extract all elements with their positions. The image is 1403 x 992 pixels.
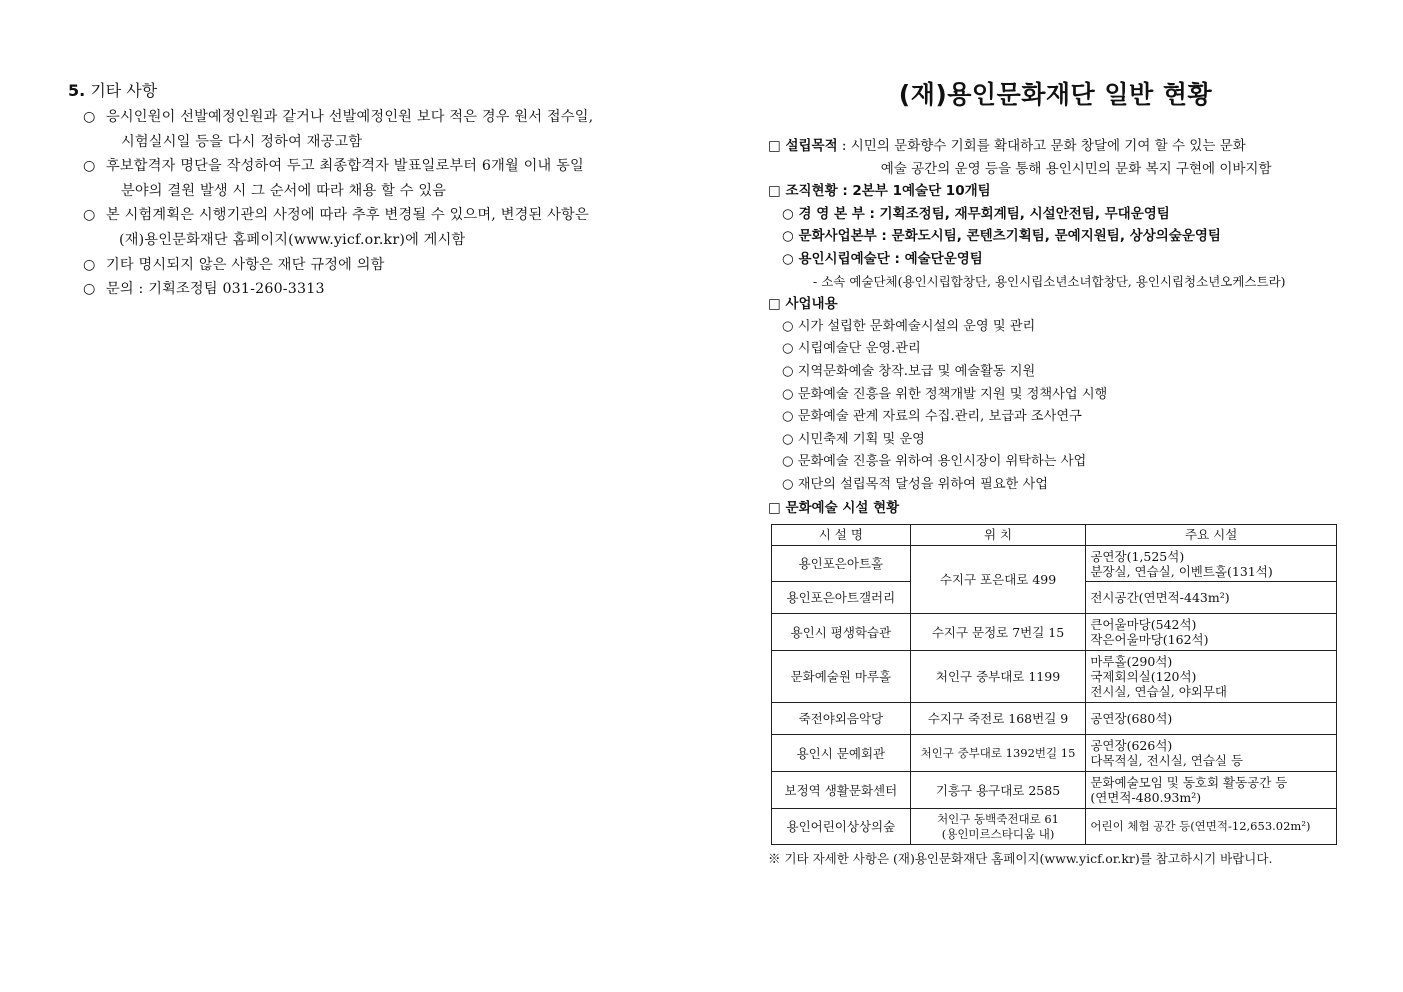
facility-main [1086,614,1337,651]
facility-heading: □ 문화예술 시설 현황 [768,499,900,516]
facility-location [910,809,1086,845]
circle-bullet-icon: ○ [83,207,96,224]
facility-name: 죽전야외음악당 [772,703,911,735]
biz-item: ○ 문화예술 진흥을 위한 정책개발 지원 및 정책사업 시행 [782,386,1108,402]
main-line: 큰어울마당(542석) [1090,617,1197,633]
facility-name: 보정역 생활문화센터 [772,772,911,809]
facility-main: 전시공간(연면적-443m²) [1086,582,1337,614]
biz-item: ○ 시가 설립한 문화예술시설의 운영 및 관리 [782,318,1036,334]
biz-heading: □ 사업내용 [768,296,838,313]
facility-location: 처인구 중부대로 1199 [910,651,1086,703]
org-line: ○ 경 영 본 부 : 기획조정팀, 재무회계팀, 시설안전팀, 무대운영팀 [782,205,1170,222]
location-line: 처인구 동백죽전대로 61 [937,811,1059,826]
facility-name: 용인포은아트홀 [772,546,911,582]
facility-main [1086,651,1337,703]
facility-name: 용인포은아트갤러리 [772,582,911,614]
table-header-row [772,525,1337,546]
purpose-line: 예술 공간의 운영 등을 통해 용인시민의 문화 복지 구현에 이바지함 [880,160,1272,177]
contact-line: 문의 : 기획조정팀 031-260-3313 [106,281,325,298]
section-number: 5. [68,81,86,100]
purpose-label: □ 설립목적 [768,138,838,154]
table-row [772,614,1337,651]
purpose-block [768,135,1343,180]
facility-main: 어린이 체험 공간 등(연면적-12,653.02m²) [1086,809,1337,845]
notice-item [68,105,648,154]
notice-item [68,253,648,278]
notice-line: 분야의 결원 발생 시 그 순서에 따라 채용 할 수 있음 [121,182,447,199]
notice-item [68,203,648,252]
table-row [772,546,1337,582]
facility-name: 용인시 평생학습관 [772,614,911,651]
facility-main [1086,546,1337,582]
facility-name: 용인시 문예회관 [772,735,911,772]
table-row [772,651,1337,703]
biz-item: ○ 시립예술단 운영.관리 [782,341,921,357]
table-row [772,735,1337,772]
facility-main [1086,735,1337,772]
page-title: (재)용인문화재단 일반 현황 [898,80,1213,109]
notice-item [68,277,648,302]
circle-bullet-icon: ○ [83,256,96,273]
main-line: 공연장(626석) [1090,738,1173,754]
notice-line: 기타 명시되지 않은 사항은 재단 규정에 의함 [106,256,385,273]
main-line: 분장실, 연습실, 이벤트홀(131석) [1090,563,1273,579]
section-heading [68,80,648,102]
main-line: 전시실, 연습실, 야외무대 [1090,684,1228,700]
section-title: 기타 사항 [90,81,158,100]
facility-name: 용인어린이상상의숲 [772,809,911,845]
biz-item: ○ 지역문화예술 창작.보급 및 예술활동 지원 [782,363,1036,379]
header-cell: 위 치 [910,525,1086,546]
main-line: 공연장(1,525석) [1090,548,1185,564]
header-cell: 시 설 명 [772,525,911,546]
org-sub-line: - 소속 예술단체(용인시립합창단, 용인시립소년소녀합창단, 용인시립청소년오케스트라) [813,273,1286,289]
main-line: 다목적실, 전시실, 연습실 등 [1090,753,1244,769]
biz-item: ○ 문화예술 관계 자료의 수집.관리, 보급과 조사연구 [782,409,1082,425]
facility-main [1086,772,1337,809]
biz-item: ○ 재단의 설립목적 달성을 위하여 필요한 사업 [782,476,1048,492]
org-heading: □ 조직현황 : 2본부 1예술단 10개팀 [768,183,991,200]
facility-main: 공연장(680석) [1086,703,1337,735]
purpose-line: 시민의 문화향수 기회를 확대하고 문화 창달에 기여 할 수 있는 문화 [850,138,1246,154]
facility-name: 문화예술원 마루홀 [772,651,911,703]
notice-line: 후보합격자 명단을 작성하여 두고 최종합격자 발표일로부터 6개월 이내 동일 [106,158,584,175]
main-line: 국제회의실(120석) [1090,669,1197,685]
main-line: 문화예술모임 및 동호회 활동공간 등 [1090,775,1288,791]
circle-bullet-icon: ○ [83,158,96,175]
org-line: ○ 문화사업본부 : 문화도시팀, 콘텐츠기획팀, 문예지원팀, 상상의숲운영팀 [782,228,1221,245]
notice-line: 본 시험계획은 시행기관의 사정에 따라 추후 변경될 수 있으며, 변경된 사항은 [106,207,589,224]
facility-table [771,524,1337,845]
footnote: ※ 기타 자세한 사항은 (재)용인문화재단 홈페이지(www.yicf.or.kr)를 참고하시기 바랍니다. [768,851,1273,867]
notice-line: (재)용인문화재단 홈페이지(www.yicf.or.kr)에 게시함 [119,231,466,248]
table-row [772,809,1337,845]
left-column [68,80,648,302]
facility-location: 기흥구 용구대로 2585 [910,772,1086,809]
facility-location: 처인구 중부대로 1392번길 15 [910,735,1086,772]
location-line: (용인미르스타디움 내) [941,826,1055,841]
right-column [768,75,1343,869]
facility-location: 수지구 문정로 7번길 15 [910,614,1086,651]
org-line: ○ 용인시립예술단 : 예술단운영팀 [782,250,983,267]
purpose-sep: : [837,138,851,154]
facility-location: 수지구 포은대로 499 [910,546,1086,614]
main-line: (연면적-480.93m²) [1090,790,1202,806]
notice-line: 응시인원이 선발예정인원과 같거나 선발예정인원 보다 적은 경우 원서 접수일, [106,109,594,125]
circle-bullet-icon: ○ [83,281,96,298]
notice-item [68,154,648,203]
biz-item: ○ 문화예술 진흥을 위하여 용인시장이 위탁하는 사업 [782,454,1087,470]
main-line: 작은어울마당(162석) [1090,632,1209,648]
table-row [772,703,1337,735]
circle-bullet-icon: ○ [83,109,96,125]
biz-item: ○ 시민축제 기획 및 운영 [782,431,925,447]
main-line: 마루홀(290석) [1090,654,1173,670]
notice-line: 시험실시일 등을 다시 정하여 재공고함 [121,133,363,150]
table-row [772,772,1337,809]
header-cell: 주요 시설 [1086,525,1337,546]
facility-location: 수지구 죽전로 168번길 9 [910,703,1086,735]
